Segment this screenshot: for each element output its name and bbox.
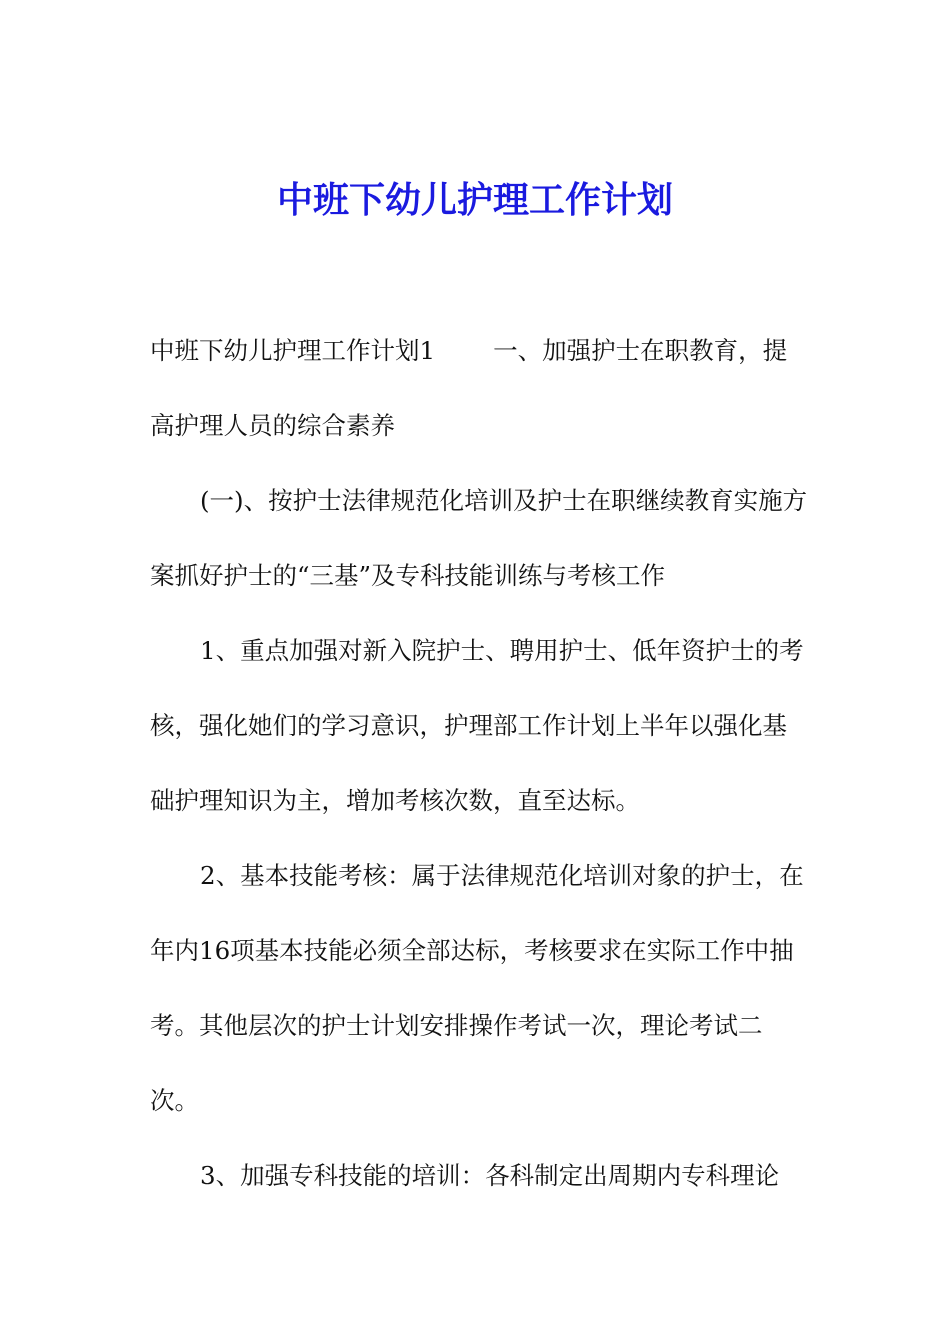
document-title: 中班下幼儿护理工作计划 [276, 180, 673, 221]
paragraph-2: (一)、按护士法律规范化培训及护士在职继续教育实施方案抓好护士的“三基”及专科技能训练与考核工作 [150, 486, 808, 590]
paragraph-1-lead: 中班下幼儿护理工作计划1 [150, 336, 436, 365]
paragraph-4: 2、基本技能考核：属于法律规范化培训对象的护士，在年内16项基本技能必须全部达标，考核要求在实际工作中抽考。其他层次的护士计划安排操作考试一次，理论考试二次。 [150, 861, 804, 1115]
paragraph-1 [150, 313, 810, 463]
paragraph-1-text: 一、加强护士在职教育，提高护理人员的综合素养 [150, 336, 788, 440]
paragraph-5: 3、加强专科技能的培训：各科制定出周期内专科理论 [200, 1161, 780, 1190]
document-body [150, 313, 810, 1213]
paragraph-3: 1、重点加强对新入院护士、聘用护士、低年资护士的考核，强化她们的学习意识，护理部工作计划上半年以强化基础护理知识为主，增加考核次数，直至达标。 [150, 636, 804, 815]
